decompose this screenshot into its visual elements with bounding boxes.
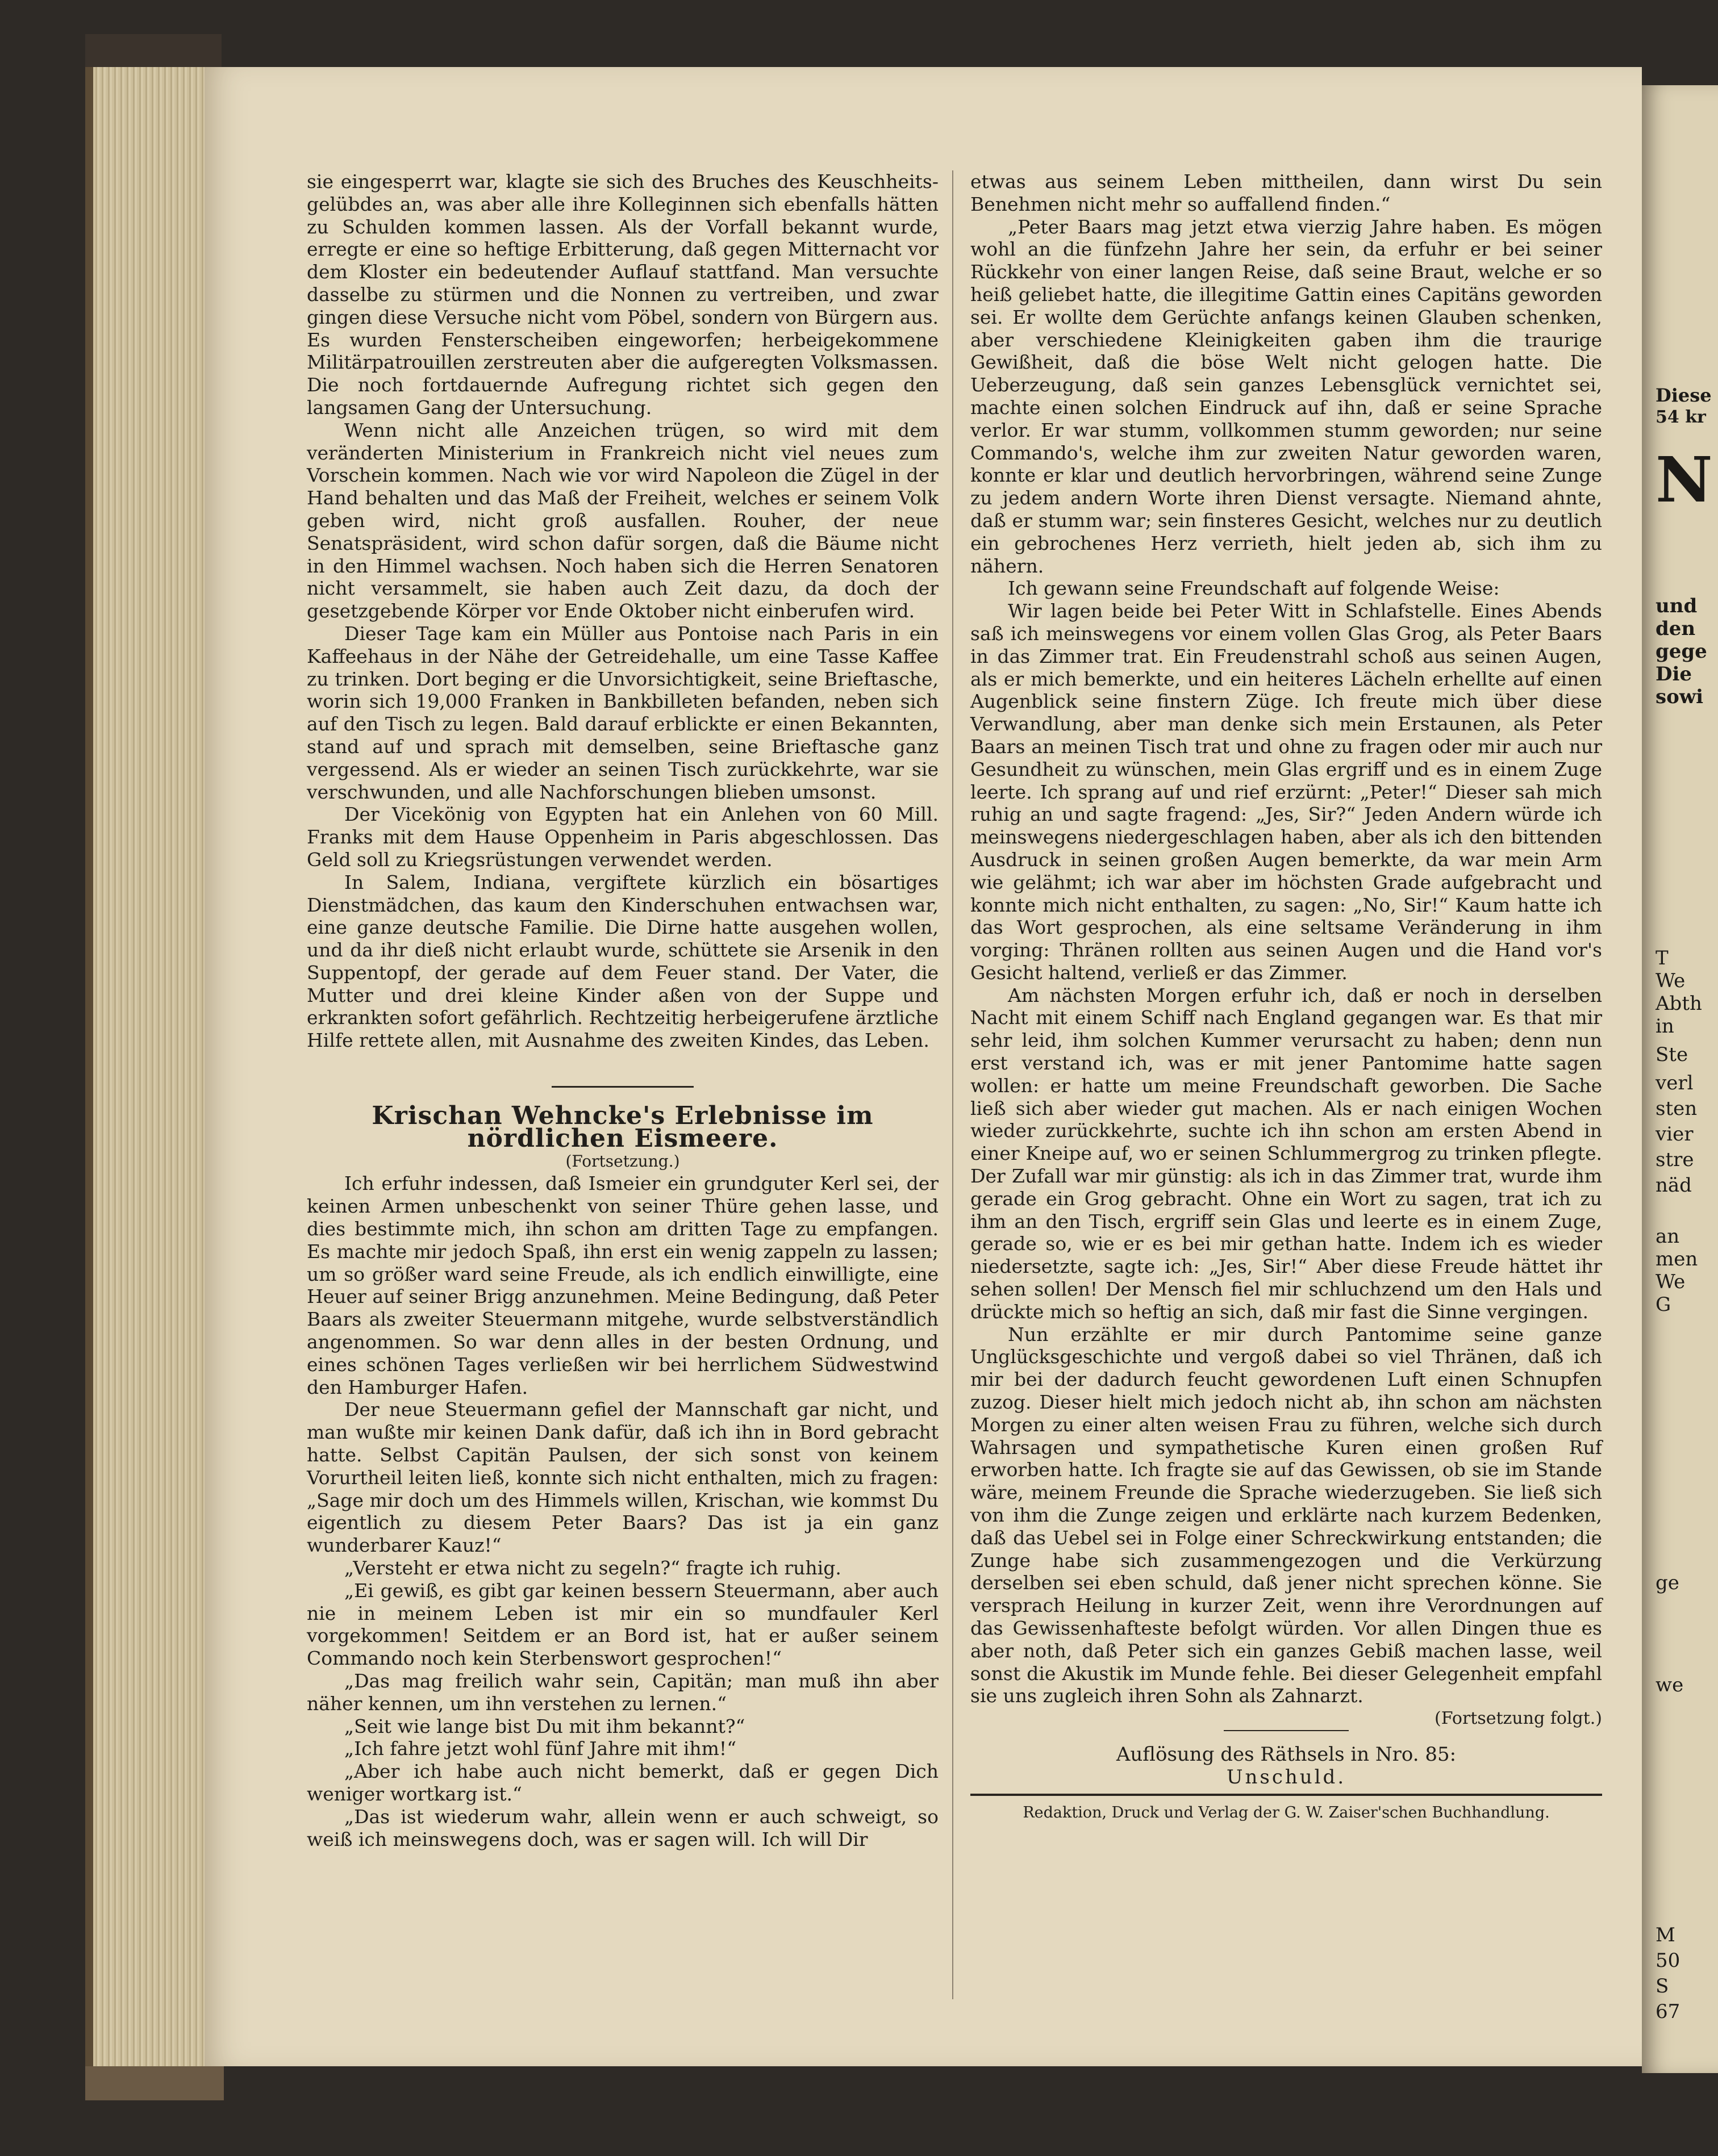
- news-paragraph: In Salem, Indiana, vergiftete kürzlich ein bösartiges Dienstmädchen, das kaum den Kinderschuhen entwachsen war, eine ganze deutsche Familie. Die Dirne hatte ausgehen wollen, und da ihr dieß nicht erlaubt wurde, schüttete sie Arsenik in den Suppentopf, der gerade auf dem Feuer stand. Der Vater, die Mutter und drei kleine Kinder aßen von der Suppe und erkrankten sofort gefährlich. Rechtzeitig herbeigerufene ärztliche Hilfe rettete allen, mit Ausnahme des zweiten Kindes, das Leben.: [307, 871, 939, 1052]
- right-column: [970, 170, 1602, 1824]
- story-paragraph: „Das ist wiederum wahr, allein wenn er auch schweigt, so weiß ich meinswegens doch, was er sagen will. Ich will Dir: [307, 1805, 939, 1850]
- article-subtitle: (Fortsetzung.): [565, 1151, 680, 1171]
- news-paragraph: Wenn nicht alle Anzeichen trügen, so wird mit dem veränderten Ministerium in Frankreich nicht viel neues zum Vorschein kommen. Nach wie vor wird Napoleon die Zügel in der Hand behalten und das Maß der Freiheit, welches er seinem Volk geben wird, nicht groß ausfallen. Rouher, der neue Senatspräsident, wird schon dafür sorgen, daß die Bäume nicht in den Himmel wachsen. Noch haben sich die Herren Senatoren nicht versammelt, sie haben auch Zeit dazu, da doch der gesetzgebende Körper vor Ende Oktober nicht einberufen wird.: [307, 419, 939, 622]
- section-divider: [552, 1086, 694, 1088]
- fragment-text: Die: [1656, 663, 1692, 686]
- news-paragraph: Der Vicekönig von Egypten hat ein Anlehen von 60 Mill. Franks mit dem Hause Oppenheim in Paris abgeschlossen. Das Geld soll zu Kriegsrüstungen verwendet werden.: [307, 803, 939, 871]
- fragment-text: M: [1656, 1924, 1675, 1946]
- fragment-text: verl: [1656, 1072, 1694, 1094]
- story-paragraph: Ich erfuhr indessen, daß Ismeier ein grundguter Kerl sei, der keinen Armen unbeschenkt von seiner Thüre gehen lasse, und dies bestimmte mich, ihn schon am dritten Tage zu empfangen. Es machte mir jedoch Spaß, ihn erst ein wenig zappeln zu lassen; um so größer ward seine Freude, als ich endlich einwilligte, eine Heuer auf seiner Brigg anzunehmen. Meine Bedingung, daß Peter Baars als zweiter Steuermann mitgehe, wurde selbstverständlich angenommen. So war denn alles in der besten Ordnung, und eines schönen Tages verließen wir bei herrlichem Südwestwind den Hamburger Hafen.: [307, 1172, 939, 1398]
- story-paragraph: „Ei gewiß, es gibt gar keinen bessern Steuermann, aber auch nie in meinem Leben ist mir ein so mundfauler Kerl vorgekommen! Seitdem er an Bord ist, hat er außer seinem Commando noch kein Sterbenswort gesprochen!“: [307, 1579, 939, 1670]
- story-paragraph: „Aber ich habe auch nicht bemerkt, daß er gegen Dich weniger wortkarg ist.“: [307, 1760, 939, 1805]
- fragment-text: men: [1656, 1248, 1698, 1271]
- fragment-text: 54 kr: [1656, 407, 1706, 427]
- fragment-text: We: [1656, 1271, 1686, 1293]
- riddle-answer: Unschuld.: [1226, 1765, 1346, 1789]
- fragment-text: Diese: [1656, 385, 1712, 406]
- imprint: Redaktion, Druck und Verlag der G. W. Zaiser'schen Buchhandlung.: [1023, 1803, 1550, 1821]
- fragment-text: we: [1656, 1674, 1684, 1697]
- news-paragraph: sie eingesperrt war, klagte sie sich des Bruches des Keuschheits-gelübdes an, was aber alle ihre Kolleginnen sich ebenfalls hätten zu Schulden kommen lassen. Als der Vorfall bekannt wurde, erregte er eine so heftige Erbitterung, daß gegen Mitternacht vor dem Kloster ein bedeutender Auflauf stattfand. Man versuchte dasselbe zu stürmen und die Nonnen zu vertreiben, und zwar gingen diese Versuche nicht vom Pöbel, sondern von Bürgern aus. Es wurden Fensterscheiben eingeworfen; herbeigekommene Militärpatrouillen zerstreuten aber die aufgeregten Volksmassen. Die noch fortdauernde Aufregung richtet sich gegen den langsamen Gang der Untersuchung.: [307, 170, 939, 419]
- riddle-heading: Auflösung des Räthsels in Nro. 85:: [1116, 1743, 1457, 1766]
- story-paragraph: Am nächsten Morgen erfuhr ich, daß er noch in derselben Nacht mit einem Schiff nach England gegangen war. Es that mir sehr leid, ihm solchen Kummer verursacht zu haben; denn nun erst verstand ich, was er mit jener Pantomime hatte sagen wollen: er hatte um meine Freundschaft geworben. Die Sache ließ sich aber wieder gut machen. Als er nach einigen Wochen wieder zurückkehrte, suchte ich ihn schon am ersten Abend in einer Kneipe auf, wo er seinen Schlummergrog zu trinken pflegte. Der Zufall war mir günstig: als ich in das Zimmer trat, wurde ihm gerade ein Grog gebracht. Ohne ein Wort zu sagen, trat ich zu ihm an den Tisch, ergriff sein Glas und leerte es in einem Zuge, gerade so, wie er es bei mir gethan hatte. Indem ich es wieder niedersetzte, sagte ich: „Jes, Sir!“ Aber diese Freude hättet ihr sehen sollen! Der Mensch fiel mir schluchzend um den Hals und drückte mich so heftig an sich, daß mir fast die Sinne vergingen.: [970, 984, 1602, 1323]
- fragment-text: in: [1656, 1015, 1674, 1038]
- fragment-text: T: [1656, 947, 1669, 970]
- fragment-text: näd: [1656, 1174, 1692, 1197]
- story-paragraph: „Das mag freilich wahr sein, Capitän; man muß ihn aber näher kennen, um ihn verstehen zu lernen.“: [307, 1670, 939, 1715]
- book-page-edges: [85, 67, 224, 2066]
- fragment-text: 67: [1656, 2000, 1681, 2023]
- story-paragraph: Der neue Steuermann gefiel der Mannschaft gar nicht, und man wußte mir keinen Dank dafür, daß ich ihn in Bord gebracht hatte. Selbst Capitän Paulsen, der sich sonst von keinem Vorurtheil leiten ließ, konnte sich nicht enthalten, mich zu fragen: „Sage mir doch um des Himmels willen, Krischan, wie kommst Du eigentlich zu diesem Peter Baars? Das ist ja ein ganz wunderbarer Kauz!“: [307, 1398, 939, 1557]
- fragment-text: ge: [1656, 1572, 1679, 1594]
- footer-rule: [970, 1794, 1602, 1796]
- fragment-text: G: [1656, 1293, 1671, 1316]
- to-be-continued: (Fortsetzung folgt.): [1435, 1708, 1602, 1729]
- column-divider: [952, 170, 953, 1999]
- fragment-text: N: [1656, 443, 1713, 516]
- story-paragraph: Wir lagen beide bei Peter Witt in Schlafstelle. Eines Abends saß ich meinswegens vor einem vollen Glas Grog, als Peter Baars in das Zimmer trat. Ein Freudenstrahl schoß aus seinen Augen, als er mich bemerkte, und ein heiteres Lächeln erhellte auf einen Augenblick seine finstern Züge. Ich freute mich über diese Verwandlung, aber man denke sich mein Erstaunen, als Peter Baars an meinen Tisch trat und ohne zu fragen oder mir auch nur Gesundheit zu wünschen, mein Glas ergriff und es in einem Zuge leerte. Ich sprang auf und rief erzürnt: „Peter!“ Dieser sah mich ruhig an und sagte fragend: „Jes, Sir?“ Jeden Andern würde ich meinswegens niedergeschlagen haben, aber als ich den bittenden Ausdruck in seinen großen Augen bemerkte, da war mein Arm wie gelähmt; ich war aber im höchsten Grade aufgebracht und konnte mich nicht enthalten, zu sagen: „No, Sir!“ Kaum hatte ich das Wort gesprochen, als eine seltsame Veränderung in ihm vorging: Thränen rollten aus seinen Augen und die Hand vor's Gesicht haltend, verließ er das Zimmer.: [970, 600, 1602, 984]
- story-paragraph: „Peter Baars mag jetzt etwa vierzig Jahre haben. Es mögen wohl an die fünfzehn Jahre her sein, da erfuhr er bei seiner Rückkehr von einer langen Reise, daß seine Braut, welche er so heiß geliebet hatte, die illegitime Gattin eines Capitäns geworden sei. Er wollte dem Gerüchte anfangs keinen Glauben schenken, aber verschiedene Kleinigkeiten gaben ihm die traurige Gewißheit, daß die böse Welt nicht gelogen hatte. Die Ueberzeugung, daß sein ganzes Lebensglück vernichtet sei, machte einen solchen Eindruck auf ihn, daß er seine Sprache verlor. Er war stumm, vollkommen stumm geworden; nur seine Commando's, welche ihm zur zweiten Natur geworden waren, konnte er klar und deutlich hervorbringen, während seine Zunge zu jedem andern Worte ihren Dienst versagte. Niemand ahnte, daß er stumm war; sein finsteres Gesicht, welches nur zu deutlich ein gebrochenes Herz verrieth, hielt jeden ab, sich ihm zu nähern.: [970, 215, 1602, 577]
- fragment-text: S: [1656, 1975, 1669, 1998]
- left-column: [307, 170, 939, 1850]
- fragment-text: gege: [1656, 640, 1707, 663]
- story-paragraph: „Versteht er etwa nicht zu segeln?“ fragte ich ruhig.: [344, 1557, 841, 1580]
- story-paragraph: „Ich fahre jetzt wohl fünf Jahre mit ihm!“: [344, 1737, 737, 1760]
- fragment-text: Abth: [1656, 992, 1702, 1015]
- fragment-text: Ste: [1656, 1043, 1688, 1066]
- story-paragraph: „Seit wie lange bist Du mit ihm bekannt?“: [344, 1715, 745, 1737]
- adjacent-page-edge: [1642, 85, 1718, 2073]
- fragment-text: 50: [1656, 1949, 1681, 1972]
- fragment-text: stre: [1656, 1148, 1694, 1171]
- fragment-text: den: [1656, 617, 1696, 640]
- fragment-text: an: [1656, 1225, 1680, 1248]
- story-paragraph: Nun erzählte er mir durch Pantomime seine ganze Unglücksgeschichte und vergoß dabei so viel Thränen, daß ich mir bei der dadurch feucht gewordenen Luft einen Schnupfen zuzog. Dieser hielt mich jedoch nicht ab, ihn schon am nächsten Morgen zu einer alten weisen Frau zu führen, welche sich durch Wahrsagen und sympathetische Kuren einen großen Ruf erworben hatte. Ich fragte sie auf das Gewissen, ob sie im Stande wäre, meinem Freunde die Sprache wiederzugeben. Sie ließ sich von ihm die Zunge zeigen und erklärte nach kurzem Bedenken, daß das Uebel sei in Folge einer Schreckwirkung entstanden; die Zunge habe sich zusammengezogen und die Verkürzung derselben sei eben schuld, daß jener nicht sprechen könne. Sie versprach Heilung in kurzer Zeit, wenn ihre Verordnungen auf das Gewissenhafteste befolgt würden. Vor allen Dingen thue es aber noth, daß Peter sich ein ganzes Gebiß machen lasse, weil sonst die Akustik im Munde fehle. Bei dieser Gelegenheit empfahl sie uns zugleich ihren Sohn als Zahnarzt.: [970, 1323, 1602, 1707]
- section-divider: [1224, 1730, 1349, 1731]
- fragment-text: sten: [1656, 1097, 1698, 1120]
- story-paragraph: etwas aus seinem Leben mittheilen, dann wirst Du sein Benehmen nicht mehr so auffallend finden.“: [970, 170, 1602, 215]
- fragment-text: We: [1656, 970, 1686, 992]
- article-title: Krischan Wehncke's Erlebnisse im nördlichen Eismeere.: [372, 1101, 874, 1153]
- fragment-text: vier: [1656, 1123, 1694, 1146]
- story-paragraph: Ich gewann seine Freundschaft auf folgende Weise:: [1008, 577, 1500, 600]
- news-paragraph: Dieser Tage kam ein Müller aus Pontoise nach Paris in ein Kaffeehaus in der Nähe der Getreidehalle, um eine Tasse Kaffee zu trinken. Dort beging er die Unvorsichtigkeit, seine Brieftasche, worin sich 19,000 Franken in Bankbilleten befanden, neben sich auf den Tisch zu legen. Bald darauf erblickte er einen Bekannten, stand auf und sprach mit demselben, seine Brieftasche ganz vergessend. Als er wieder an seinen Tisch zurückkehrte, war sie verschwunden, und alle Nachforschungen blieben umsonst.: [307, 622, 939, 803]
- fragment-text: und: [1656, 595, 1698, 617]
- fragment-text: sowi: [1656, 686, 1704, 708]
